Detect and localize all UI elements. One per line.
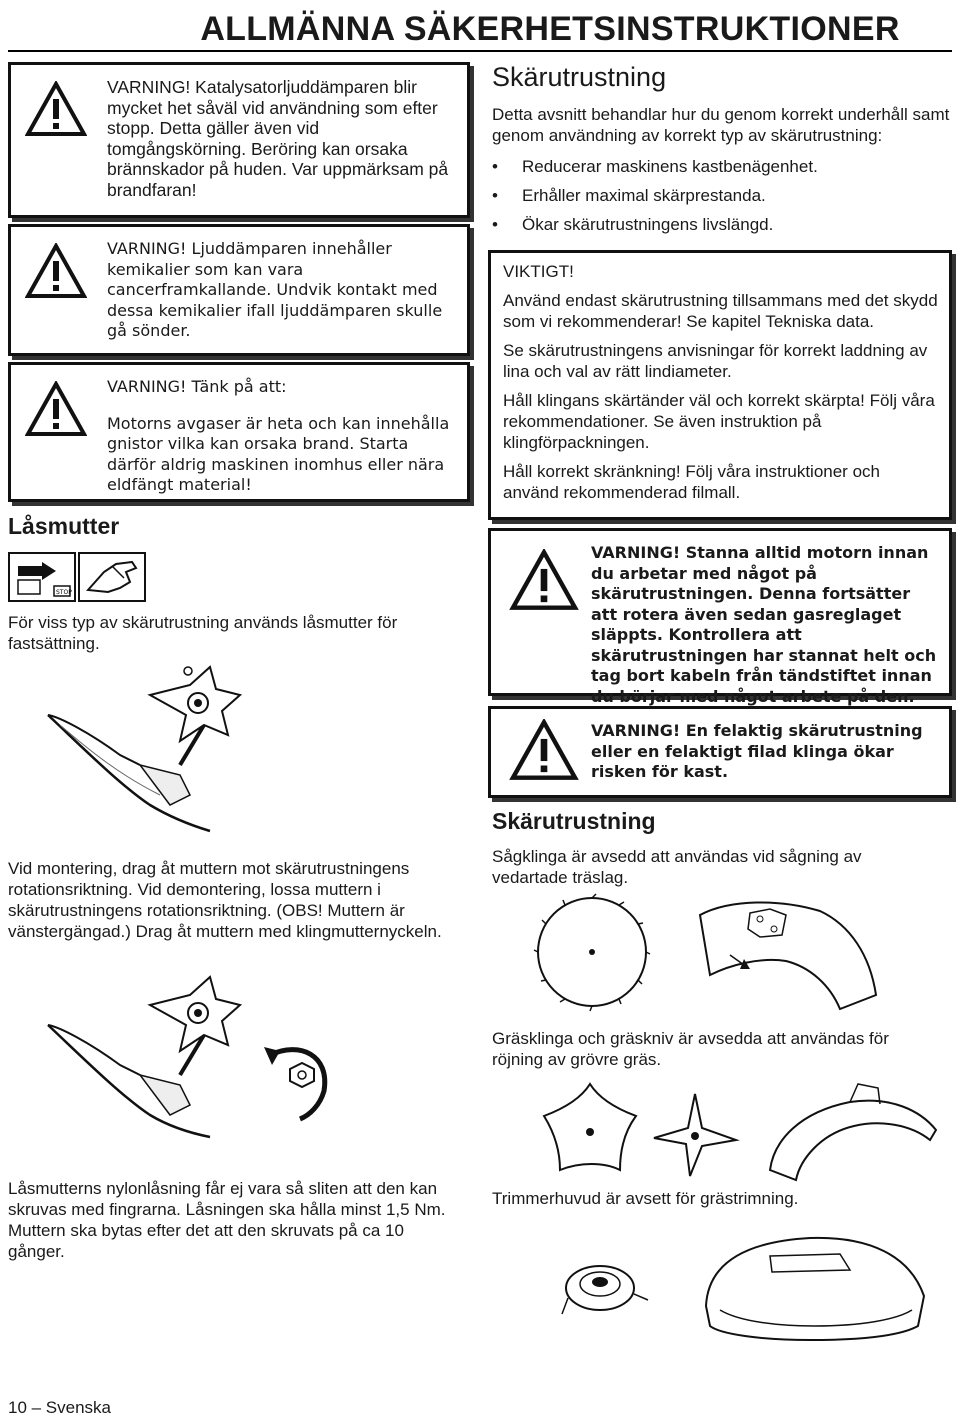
skarutrustning2-text-1: Sågklinga är avsedd att användas vid sågning av vedartade träslag. [492, 847, 862, 887]
viktigt-para: Håll korrekt skränkning! Följ våra instruktioner och använd rekommenderad filmall. [503, 462, 880, 502]
skarutrustning2-title: Skärutrustning [492, 808, 656, 834]
viktigt-para: Se skärutrustningens anvisningar för korrekt laddning av lina och val av rätt lindiameter. [503, 341, 928, 381]
page-title: ALLMÄNNA SÄKERHETSINSTRUKTIONER [200, 10, 900, 48]
trimmer-nut-illustration [40, 965, 360, 1140]
warning-icon [25, 381, 87, 437]
skarutrustning-title: Skärutrustning [492, 62, 667, 92]
warning-text: Katalysatorljuddämparen blir mycket het såväl vid användning som efter stopp. Detta gäller även vid tomgångskörning. Beröring kan orsaka brännskador på huden. Var uppmärksam på brandfaran! [107, 77, 449, 200]
warning-box-exhaust [8, 362, 470, 502]
warning-text: Ljuddämparen innehåller kemikalier som kan vara cancerframkallande. Undvik kontakt med dessa kemikalier ifall ljuddämparen skulle gå sönder. [107, 239, 443, 340]
skarutrustning2-text-2: Gräsklinga och gräskniv är avsedda att användas för röjning av grövre gräs. [492, 1029, 889, 1069]
viktigt-title: VIKTIGT! [503, 262, 574, 281]
warning-box-chemicals [8, 224, 470, 356]
warning-lead: VARNING! [107, 377, 187, 396]
viktigt-para: Håll klingans skärtänder väl och korrekt skärpta! Följ våra rekommendationer. Se även instruktion på klingförpackningen. [503, 391, 935, 452]
warning-lead: VARNING! [591, 721, 681, 740]
stop-engine-pictogram [8, 552, 148, 602]
lasmutter-text-2: Vid montering, drag åt muttern mot skärutrustningens rotationsriktning. Vid demontering, lossa muttern i skärutrustningens rotationsriktning. (OBS! Muttern är vänstergängad.) Drag åt muttern med klingmutternyckeln. [8, 859, 442, 941]
warning-icon [25, 81, 87, 137]
warning-text: Stanna alltid motorn innan du arbetar med något på skärutrustningen. Denna fortsätter att rotera även sedan gasreglaget släppts. Kontrollera att skärutrustningen har stannat helt och tag bort kabeln från tändstiftet innan du börjar med något arbete på den. [591, 543, 937, 706]
warning-box-catalyst [8, 62, 470, 218]
trimmer-head-illustration [560, 1254, 650, 1334]
grass-guard-illustration [760, 1080, 940, 1190]
trimmer-guard-illustration [700, 1226, 930, 1346]
saw-blade-illustration [530, 892, 670, 1012]
trimmer-blade-illustration [40, 655, 320, 835]
lasmutter-text-1: För viss typ av skärutrustning används låsmutter för fastsättning. [8, 613, 398, 653]
warning-box-stop-engine [488, 528, 952, 706]
warning-lead: VARNING! [107, 77, 191, 97]
warning-text: Tänk på att: [191, 377, 287, 396]
blade-guard-illustration [690, 895, 880, 1013]
lasmutter-title: Låsmutter [8, 513, 120, 539]
skarutrustning-intro: Detta avsnitt behandlar hur du genom korrekt underhåll samt genom användning av korrekt typ av skärutrustning: [492, 105, 950, 145]
warning-icon [25, 243, 87, 299]
warning-subtext: Motorns avgaser är heta och kan innehålla gnistor vilka kan orsaka brand. Starta därför aldrig maskinen inomhus eller nära eldfängt material! [107, 413, 450, 494]
warning-icon [509, 549, 579, 611]
grass-knife-illustration [650, 1090, 740, 1180]
skarutrustning2-text-3: Trimmerhuvud är avsett för grästrimning. [492, 1189, 799, 1208]
warning-icon [509, 719, 579, 781]
stop-label: STOP [56, 589, 72, 596]
warning-box-kickback [488, 706, 952, 798]
header-divider [8, 50, 952, 52]
warning-lead: VARNING! [107, 239, 187, 258]
warning-text: En felaktig skärutrustning eller en felaktigt filad klinga ökar risken för kast. [591, 721, 923, 781]
grass-blade-illustration [540, 1080, 640, 1180]
viktigt-box [488, 250, 952, 520]
lasmutter-text-3: Låsmutterns nylonlåsning får ej vara så sliten att den kan skruvas med fingrarna. Låsningen ska hålla minst 1,5 Nm. Muttern ska bytas efter det att den skruvats på ca 10 gånger. [8, 1179, 446, 1261]
page-footer: 10 – Svenska [8, 1398, 112, 1417]
warning-lead: VARNING! [591, 543, 681, 562]
viktigt-para: Använd endast skärutrustning tillsammans med det skydd som vi rekommenderar! Se kapitel Tekniska data. [503, 291, 938, 331]
